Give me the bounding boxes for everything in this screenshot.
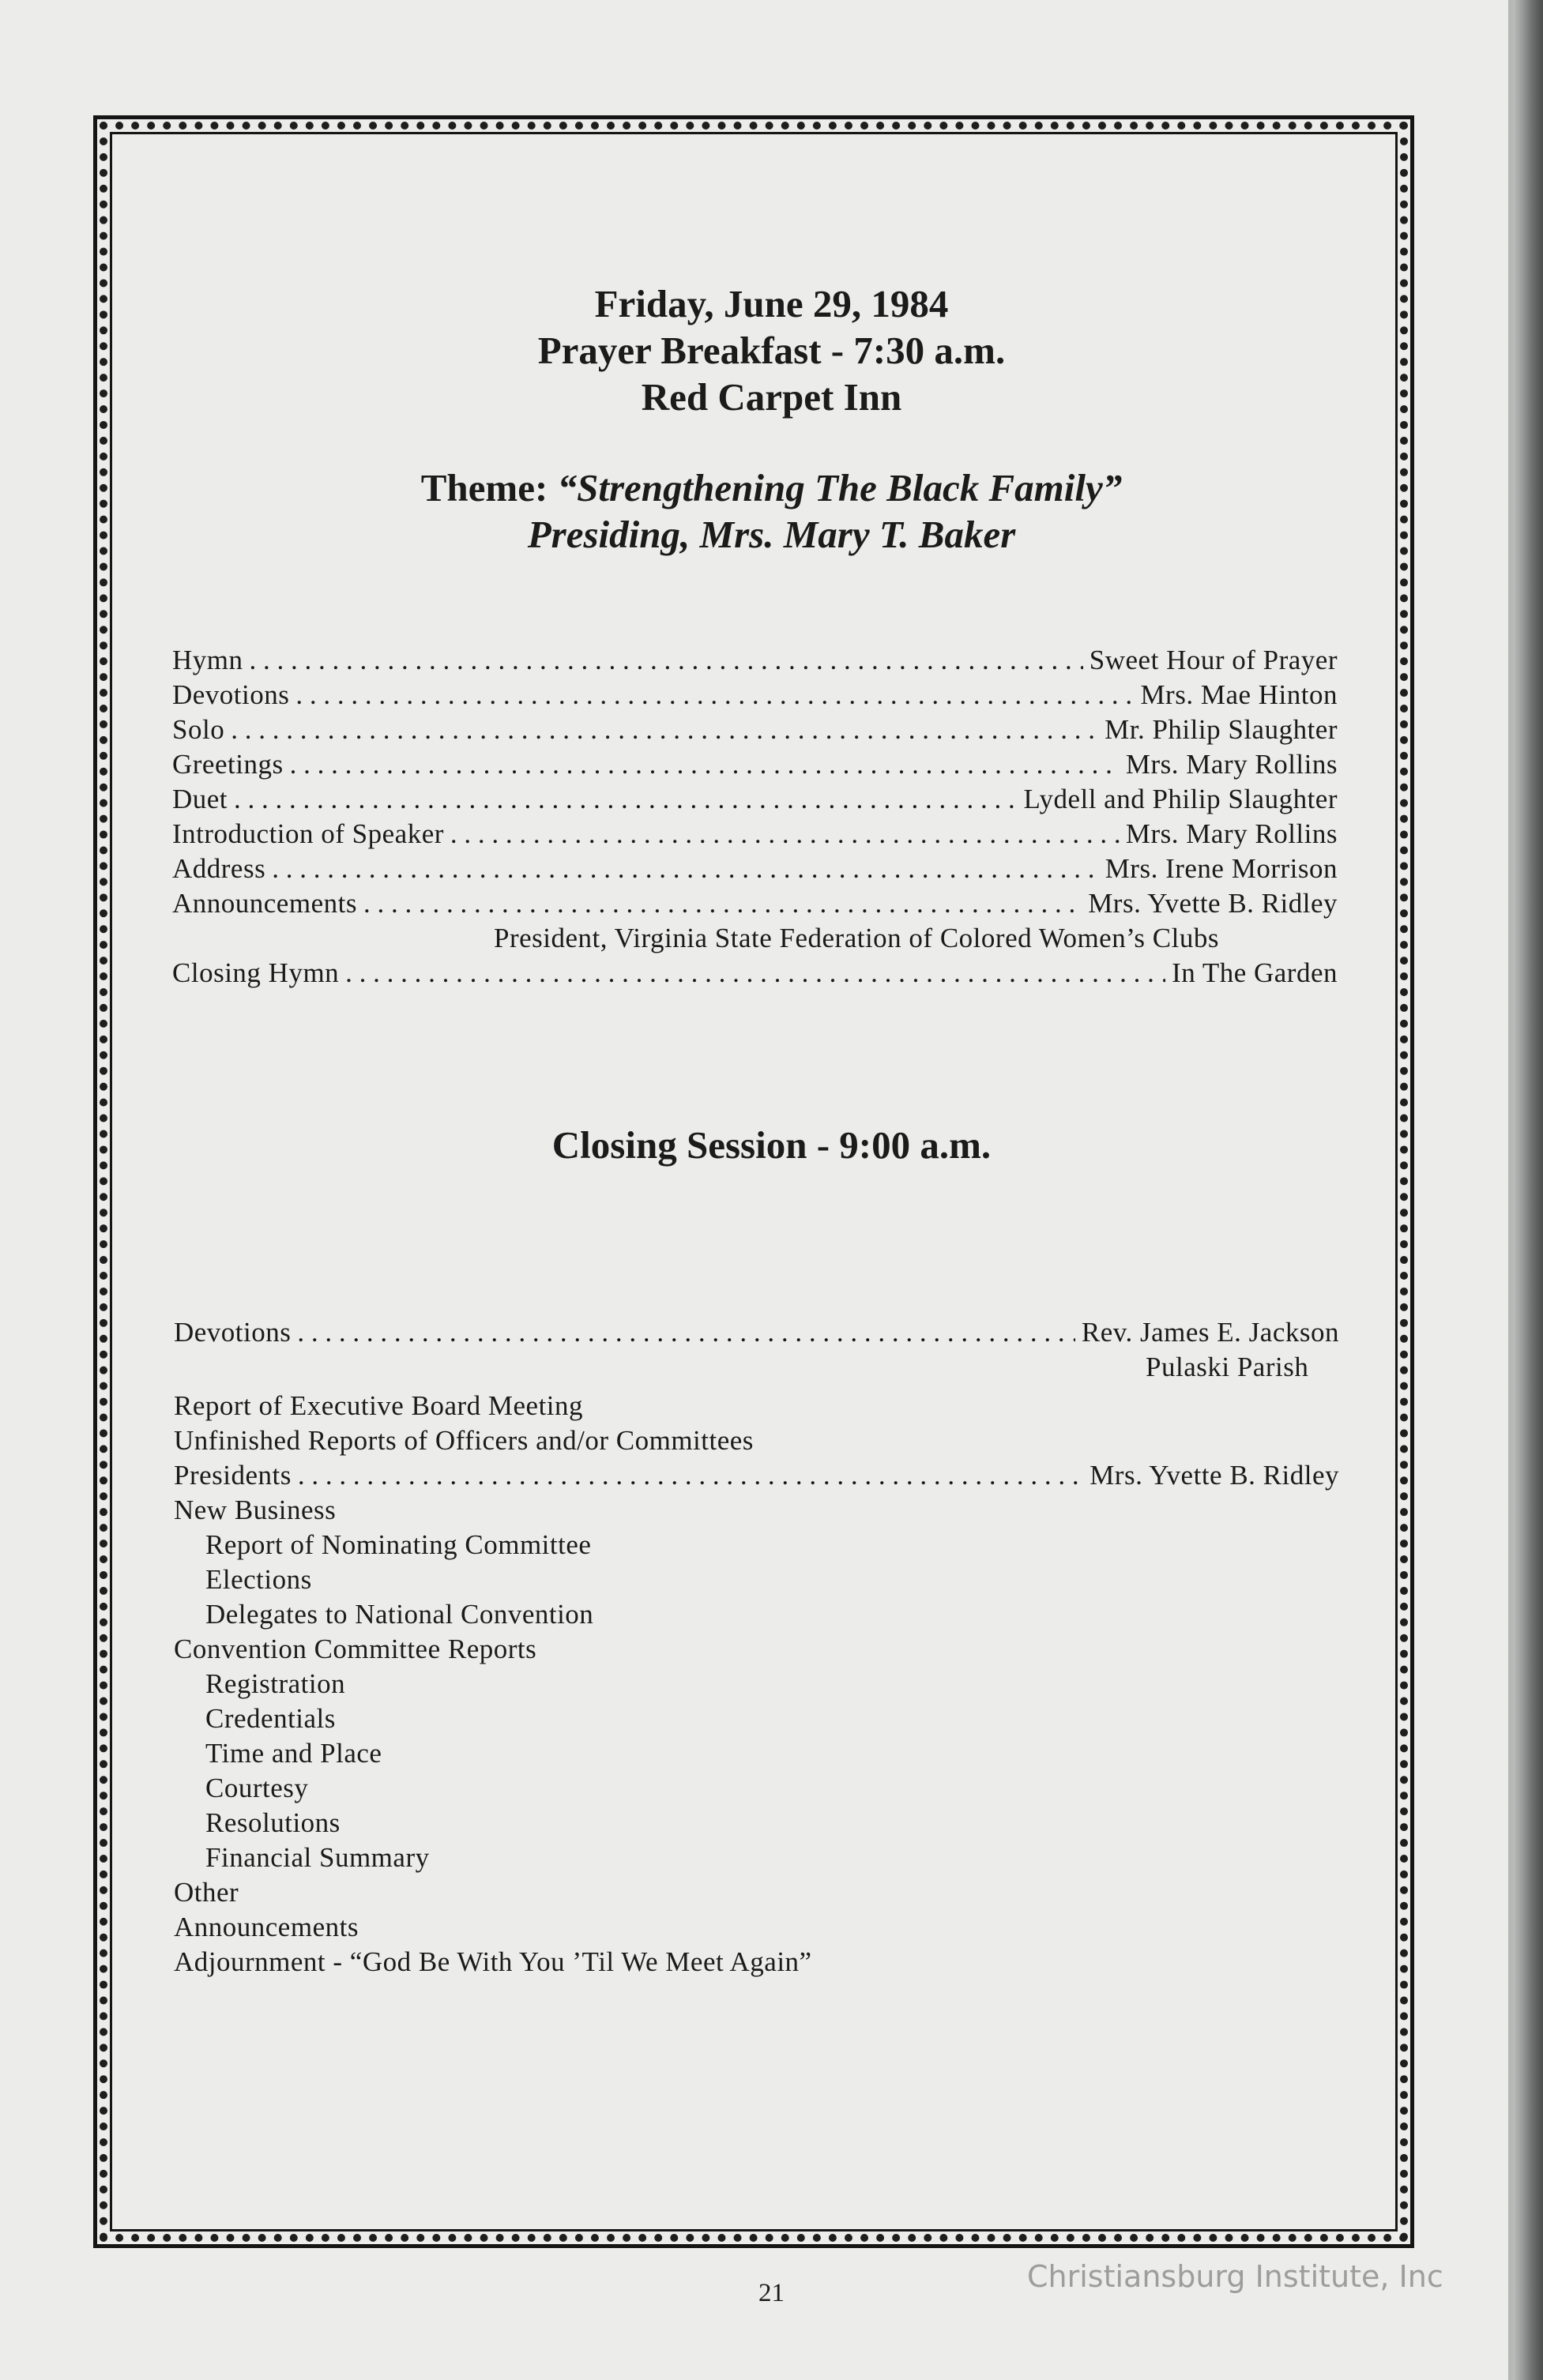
program-item: Duet: [172, 784, 228, 814]
header-event: Prayer Breakfast - 7:30 a.m.: [537, 329, 1006, 372]
program-item: Solo: [172, 714, 225, 745]
program-row: [172, 747, 1338, 782]
agenda-item: Report of Executive Board Meeting: [174, 1390, 584, 1421]
program-row: [172, 643, 1338, 678]
agenda-subitem: Courtesy: [205, 1773, 309, 1803]
agenda-subitem: Resolutions: [205, 1807, 341, 1838]
header-date: Friday, June 29, 1984: [594, 282, 949, 325]
program-person: Rev. James E. Jackson: [1081, 1317, 1339, 1348]
agenda-subitem: Registration: [205, 1668, 346, 1699]
program-person: Mrs. Mary Rollins: [1125, 749, 1338, 780]
program-item: Announcements: [172, 888, 357, 919]
program-item: Greetings: [172, 749, 284, 780]
program-row: [174, 1315, 1339, 1350]
devotions-note: Pulaski Parish: [1146, 1352, 1309, 1382]
program-person: Mrs. Mary Rollins: [1125, 818, 1338, 849]
program-row: [172, 782, 1338, 817]
program-row: [172, 712, 1338, 747]
agenda-item: Unfinished Reports of Officers and/or Committees: [174, 1425, 754, 1456]
page-number: 21: [758, 2279, 785, 2307]
program-row: [174, 1458, 1339, 1493]
closing-session-title: Closing Session - 9:00 a.m.: [551, 1123, 992, 1167]
theme-line: [0, 464, 1543, 511]
agenda-item: New Business: [174, 1495, 337, 1525]
program-person: Mrs. Irene Morrison: [1105, 853, 1338, 884]
leader-dots: [363, 886, 1082, 921]
agenda-subitem: Time and Place: [205, 1738, 382, 1769]
program-item: Address: [172, 853, 266, 884]
agenda-item: Convention Committee Reports: [174, 1634, 537, 1664]
agenda-subitem: Report of Nominating Committee: [205, 1529, 592, 1560]
program-person: Mrs. Yvette B. Ridley: [1088, 888, 1338, 919]
announcements-note: President, Virginia State Federation of Colored Women’s Clubs: [494, 923, 1219, 953]
program-person: Sweet Hour of Prayer: [1089, 645, 1338, 675]
program-person: Mrs. Yvette B. Ridley: [1090, 1460, 1339, 1491]
program-row: [172, 852, 1338, 886]
program-item: Hymn: [172, 645, 243, 675]
program-person: Mr. Philip Slaughter: [1105, 714, 1338, 745]
leader-dots: [272, 852, 1098, 886]
program-item: Presidents: [174, 1460, 292, 1491]
agenda-item: Announcements: [174, 1912, 359, 1942]
agenda-subitem: Elections: [205, 1564, 312, 1595]
program-item: Closing Hymn: [172, 957, 340, 988]
leader-dots: [295, 678, 1134, 712]
leader-dots: [234, 782, 1017, 817]
program-item: Devotions: [172, 679, 290, 710]
program-row: [172, 956, 1338, 991]
theme-label: Theme:: [420, 466, 548, 509]
program-person: In The Garden: [1172, 957, 1338, 988]
theme-title: “Strengthening The Black Family”: [557, 466, 1123, 509]
program-person: Lydell and Philip Slaughter: [1023, 784, 1338, 814]
leader-dots: [231, 712, 1098, 747]
agenda-item: Other: [174, 1877, 239, 1908]
leader-dots: [345, 956, 1165, 991]
program-row: [172, 886, 1338, 921]
leader-dots: [297, 1315, 1075, 1350]
leader-dots: [298, 1458, 1083, 1493]
leader-dots: [250, 643, 1083, 678]
program-person: Mrs. Mae Hinton: [1140, 679, 1338, 710]
agenda-subitem: Financial Summary: [205, 1842, 430, 1873]
watermark: Christiansburg Institute, Inc: [1027, 2259, 1443, 2294]
presiding-line: [0, 511, 1543, 558]
agenda-subitem: Delegates to National Convention: [205, 1599, 594, 1630]
presiding-text: Presiding, Mrs. Mary T. Baker: [527, 513, 1016, 556]
leader-dots: [290, 747, 1120, 782]
agenda-subitem: Credentials: [205, 1703, 336, 1734]
agenda-item: Adjournment - “God Be With You ’Til We Meet Again”: [174, 1946, 812, 1977]
program-item: Introduction of Speaker: [172, 818, 444, 849]
program-row: [172, 817, 1338, 852]
program-row: [172, 678, 1338, 712]
leader-dots: [450, 817, 1120, 852]
program-item: Devotions: [174, 1317, 292, 1348]
header-venue: Red Carpet Inn: [641, 375, 902, 419]
